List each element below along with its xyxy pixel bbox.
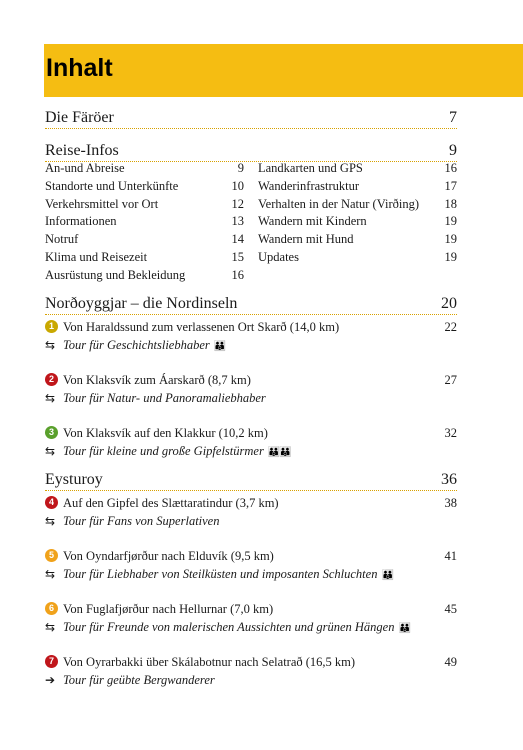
toc-entry-page: 19 — [444, 250, 457, 264]
tour-description-text: Tour für kleine und große Gipfelstürmer — [63, 444, 264, 458]
toc-entry-page: 16 — [444, 161, 457, 175]
tour-description-row — [45, 512, 457, 530]
toc-entry-page: 10 — [231, 178, 244, 193]
toc-entry[interactable] — [258, 177, 457, 195]
section-title: Eysturoy — [45, 471, 103, 488]
tour-title: Von Oyndarfjørður nach Elduvík (9,5 km) — [63, 549, 274, 563]
toc-entry-page: 19 — [444, 232, 457, 247]
section-page: 7 — [449, 109, 457, 126]
toc-entry-page: 15 — [231, 250, 244, 264]
family-icon: 👪👪 — [267, 447, 291, 458]
toc-entry-label: Ausrüstung und Bekleidung — [45, 267, 186, 282]
tour-description — [63, 565, 393, 585]
toc-entry-page: 14 — [231, 232, 244, 247]
toc-entry[interactable] — [45, 212, 244, 230]
toc-entry[interactable] — [45, 195, 244, 213]
tour-entry[interactable] — [45, 494, 457, 512]
toc-entry-label: Verhalten in der Natur (Virðing) — [258, 196, 419, 211]
tour-description — [63, 618, 410, 638]
section-page: 20 — [441, 295, 457, 312]
tour-description-row — [45, 389, 457, 407]
tour-page: 32 — [444, 426, 457, 440]
toc-entry[interactable] — [258, 248, 457, 266]
toc-entry-label: Wandern mit Kindern — [258, 214, 367, 229]
page-title: Inhalt — [46, 54, 113, 82]
toc-entry[interactable] — [45, 159, 244, 177]
section-eysturoy[interactable] — [45, 466, 457, 491]
toc-entry-label: Standorte und Unterkünfte — [45, 178, 179, 193]
tour-description — [63, 512, 219, 530]
toc-entry-page: 16 — [231, 267, 244, 282]
tour-number-badge: 1 — [45, 320, 58, 333]
tour-description — [63, 442, 291, 462]
tour-description-text: Tour für Liebhaber von Steilküsten und imposanten Schluchten — [63, 567, 378, 581]
tour-description — [63, 671, 215, 689]
section-page: 36 — [441, 471, 457, 488]
tour-number-badge: 3 — [45, 426, 58, 439]
tour-description-row — [45, 442, 457, 460]
tour-page: 22 — [444, 320, 457, 334]
swap-arrows-icon: ⇆ — [45, 514, 56, 528]
tour-title: Von Haraldssund zum verlassenen Ort Skarð (14,0 km) — [63, 320, 340, 334]
toc-entry[interactable] — [258, 159, 457, 177]
tour-entry[interactable] — [45, 653, 457, 671]
tour-page: 41 — [444, 549, 457, 563]
tour-title: Von Fuglafjørður nach Hellurnar (7,0 km) — [63, 602, 274, 616]
swap-arrows-icon: ⇆ — [45, 391, 56, 405]
tour-number-badge: 7 — [45, 655, 58, 668]
toc-entry[interactable] — [258, 230, 457, 248]
tour-page: 49 — [444, 655, 457, 669]
toc-entry[interactable] — [258, 195, 457, 213]
section-title: Norðoyggjar – die Nordinseln — [45, 295, 238, 312]
toc-entry-label: Wandern mit Hund — [258, 232, 354, 247]
toc-entry-page: 12 — [231, 196, 244, 211]
tour-page: 27 — [444, 373, 457, 387]
tour-description-text: Tour für Geschichtsliebhaber — [63, 338, 210, 352]
tour-title: Auf den Gipfel des Slættaratindur (3,7 km) — [63, 496, 279, 510]
section-nordoyggjar[interactable] — [45, 290, 457, 315]
toc-entry-page: 19 — [444, 214, 457, 229]
tour-entry[interactable] — [45, 600, 457, 618]
swap-arrows-icon: ⇆ — [45, 620, 56, 634]
section-title: Die Färöer — [45, 109, 114, 126]
tour-description — [63, 389, 266, 407]
toc-entry[interactable] — [45, 230, 244, 248]
toc-entry-page: 13 — [231, 214, 244, 229]
toc-entry-label: Wanderinfrastruktur — [258, 178, 360, 193]
tour-number-badge: 6 — [45, 602, 58, 615]
tour-description-row — [45, 671, 457, 689]
toc-entry-page: 18 — [444, 196, 457, 211]
tour-description-text: Tour für Natur- und Panoramaliebhaber — [63, 391, 266, 405]
right-arrow-icon: ➔ — [45, 673, 56, 687]
tour-description — [63, 336, 225, 356]
swap-arrows-icon: ⇆ — [45, 567, 56, 581]
section-page: 9 — [449, 142, 457, 159]
family-icon: 👪 — [213, 341, 226, 352]
tour-entry[interactable] — [45, 318, 457, 336]
tour-description-row — [45, 618, 457, 636]
swap-arrows-icon: ⇆ — [45, 338, 56, 352]
toc-entry-label: Landkarten und GPS — [258, 161, 363, 175]
tour-title: Von Oyrarbakki über Skálabotnur nach Selatrað (16,5 km) — [63, 655, 356, 669]
tour-description-row — [45, 565, 457, 583]
toc-entry-label: An-und Abreise — [45, 161, 125, 175]
section-die-faeroeer[interactable] — [45, 104, 457, 129]
tour-title: Von Klaksvík auf den Klakkur (10,2 km) — [63, 426, 268, 440]
tour-description-text: Tour für Fans von Superlativen — [63, 514, 220, 528]
toc-entry[interactable] — [45, 248, 244, 266]
section-title: Reise-Infos — [45, 142, 119, 159]
toc-entry[interactable] — [45, 266, 244, 284]
family-icon: 👪 — [381, 570, 393, 581]
toc-entry-label: Updates — [258, 250, 299, 264]
title-banner — [44, 44, 523, 97]
tour-page: 45 — [444, 602, 457, 616]
toc-entry-page: 17 — [444, 178, 457, 193]
tour-number-badge: 4 — [45, 496, 58, 509]
toc-entry-label: Verkehrsmittel vor Ort — [45, 196, 159, 211]
tour-number-badge: 5 — [45, 549, 58, 562]
tour-description-row — [45, 336, 457, 354]
swap-arrows-icon: ⇆ — [45, 444, 56, 458]
tour-page: 38 — [444, 496, 457, 510]
tour-description-text: Tour für geübte Bergwanderer — [63, 673, 215, 687]
toc-entry-page: 9 — [237, 161, 244, 175]
toc-entry[interactable] — [258, 212, 457, 230]
toc-entry-label: Klima und Reisezeit — [45, 250, 148, 264]
tour-entry[interactable] — [45, 424, 457, 442]
toc-entry[interactable] — [45, 177, 244, 195]
toc-entry-label: Notruf — [45, 232, 79, 247]
tour-entry[interactable] — [45, 547, 457, 565]
tour-entry[interactable] — [45, 371, 457, 389]
tour-description-text: Tour für Freunde von malerischen Aussichten und grünen Hängen — [63, 620, 395, 634]
tour-title: Von Klaksvík zum Áarskarð (8,7 km) — [63, 373, 251, 387]
tour-number-badge: 2 — [45, 373, 58, 386]
toc-entry-label: Informationen — [45, 214, 117, 229]
family-icon: 👪 — [398, 623, 410, 634]
